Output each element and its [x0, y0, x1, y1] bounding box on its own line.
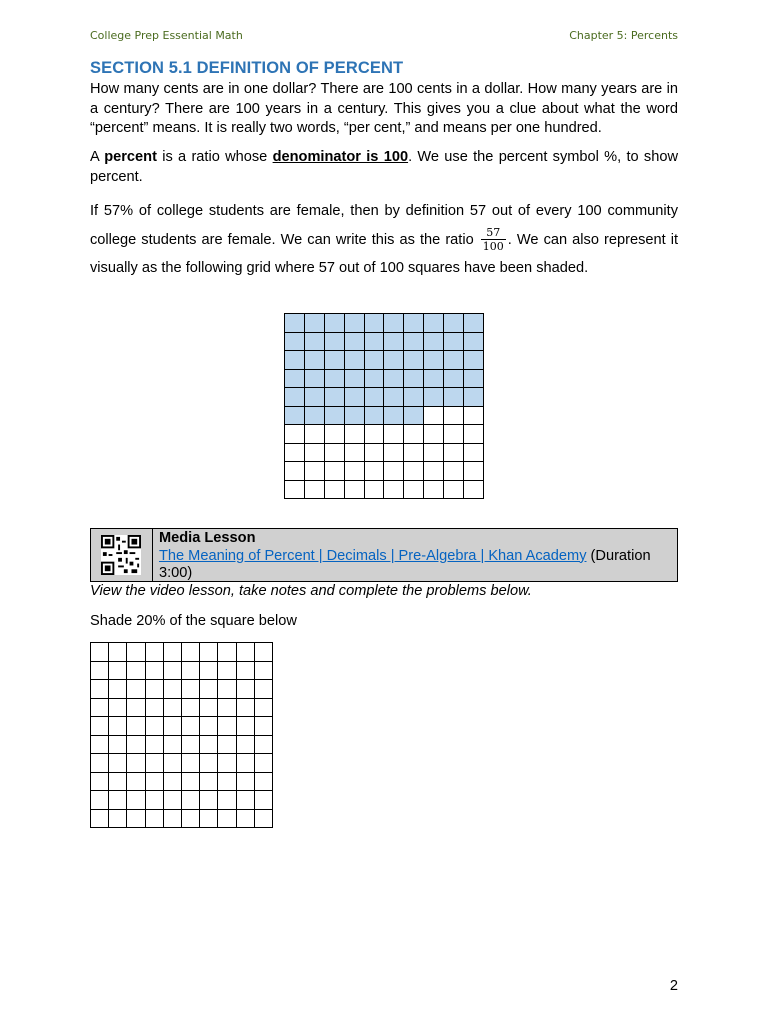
grid-cell — [464, 407, 484, 426]
grid-cell — [305, 444, 325, 463]
answer-grid-cell[interactable] — [164, 717, 182, 736]
answer-grid-cell[interactable] — [91, 791, 109, 810]
answer-grid-cell[interactable] — [218, 662, 236, 681]
grid-cell-shaded — [404, 314, 424, 333]
grid-cell-shaded — [444, 370, 464, 389]
definition-paragraph: A percent is a ratio whose denominator is 100. We use the percent symbol %, to show percent. — [90, 149, 678, 185]
grid-cell-shaded — [404, 407, 424, 426]
grid-cell-shaded — [345, 314, 365, 333]
answer-grid-cell[interactable] — [164, 736, 182, 755]
answer-grid-cell[interactable] — [109, 699, 127, 718]
answer-grid-cell[interactable] — [164, 680, 182, 699]
grid-cell-shaded — [305, 370, 325, 389]
grid-cell-shaded — [305, 333, 325, 352]
grid-cell-shaded — [404, 388, 424, 407]
grid-cell-shaded — [325, 388, 345, 407]
answer-grid-cell[interactable] — [255, 754, 273, 773]
grid-cell-shaded — [345, 370, 365, 389]
answer-grid-cell[interactable] — [200, 680, 218, 699]
grid-cell — [424, 481, 444, 500]
answer-grid-cell[interactable] — [182, 699, 200, 718]
answer-grid-cell[interactable] — [146, 643, 164, 662]
grid-cell-shaded — [285, 407, 305, 426]
grid-cell-shaded — [365, 388, 385, 407]
instructions-text: View the video lesson, take notes and complete the problems below. — [90, 583, 532, 599]
video-duration: (Duration 3:00) — [158, 547, 651, 581]
fraction-denominator: 100 — [482, 240, 504, 254]
answer-grid-cell[interactable] — [164, 810, 182, 829]
problem-prompt: Shade 20% of the square below — [90, 613, 297, 629]
answer-grid-cell[interactable] — [164, 699, 182, 718]
percent-term: percent — [104, 149, 157, 165]
denominator-emphasis: denominator is 100 — [272, 149, 409, 165]
answer-grid-cell[interactable] — [127, 810, 145, 829]
grid-cell — [365, 425, 385, 444]
grid-cell-shaded — [424, 333, 444, 352]
grid-cell — [444, 481, 464, 500]
grid-cell-shaded — [464, 388, 484, 407]
answer-grid-cell[interactable] — [91, 662, 109, 681]
answer-grid-cell[interactable] — [218, 810, 236, 829]
page-number: 2 — [669, 978, 678, 994]
answer-grid-cell[interactable] — [91, 680, 109, 699]
grid-cell — [404, 481, 424, 500]
grid-cell-shaded — [464, 351, 484, 370]
answer-grid-cell[interactable] — [91, 717, 109, 736]
answer-grid-cell[interactable] — [237, 662, 255, 681]
grid-cell — [464, 481, 484, 500]
grid-cell — [285, 462, 305, 481]
answer-grid-cell[interactable] — [237, 791, 255, 810]
grid-cell — [424, 407, 444, 426]
grid-cell-shaded — [464, 333, 484, 352]
grid-cell — [365, 462, 385, 481]
grid-cell — [365, 444, 385, 463]
grid-cell-shaded — [345, 388, 365, 407]
grid-cell — [464, 425, 484, 444]
grid-cell-shaded — [365, 314, 385, 333]
answer-grid-cell[interactable] — [146, 736, 164, 755]
answer-grid-cell[interactable] — [91, 773, 109, 792]
answer-grid-cell[interactable] — [237, 717, 255, 736]
answer-grid-cell[interactable] — [146, 810, 164, 829]
grid-cell — [424, 425, 444, 444]
answer-grid-cell[interactable] — [200, 736, 218, 755]
answer-grid-cell[interactable] — [109, 680, 127, 699]
answer-grid-cell[interactable] — [109, 717, 127, 736]
grid-cell-shaded — [384, 388, 404, 407]
grid-cell-shaded — [424, 370, 444, 389]
answer-grid-cell[interactable] — [91, 754, 109, 773]
answer-grid-cell[interactable] — [218, 736, 236, 755]
answer-grid-cell[interactable] — [255, 736, 273, 755]
answer-grid-cell[interactable] — [182, 717, 200, 736]
grid-cell — [325, 481, 345, 500]
grid-cell-shaded — [285, 370, 305, 389]
grid-cell-shaded — [464, 370, 484, 389]
grid-cell-shaded — [285, 314, 305, 333]
answer-grid-cell[interactable] — [127, 773, 145, 792]
grid-cell-shaded — [444, 314, 464, 333]
answer-grid-cell[interactable] — [127, 736, 145, 755]
grid-cell — [305, 425, 325, 444]
qr-code-icon — [101, 535, 141, 575]
grid-cell-shaded — [404, 333, 424, 352]
answer-grid-cell[interactable] — [255, 680, 273, 699]
answer-grid-cell[interactable] — [182, 791, 200, 810]
grid-cell — [285, 481, 305, 500]
fraction-numerator: 57 — [481, 226, 506, 240]
grid-cell-shaded — [325, 351, 345, 370]
answer-grid-cell[interactable] — [146, 773, 164, 792]
media-lesson-title: Media Lesson — [158, 530, 256, 546]
grid-cell-shaded — [365, 333, 385, 352]
grid-cell — [325, 462, 345, 481]
grid-cell-shaded — [365, 351, 385, 370]
answer-grid-cell[interactable] — [146, 699, 164, 718]
grid-cell-shaded — [325, 370, 345, 389]
answer-grid-cell[interactable] — [91, 736, 109, 755]
ratio-fraction — [481, 226, 506, 253]
answer-grid-cell[interactable] — [182, 773, 200, 792]
running-header-right: Chapter 5: Percents — [569, 29, 678, 42]
answer-grid-cell[interactable] — [182, 680, 200, 699]
answer-grid-cell[interactable] — [146, 717, 164, 736]
answer-grid-cell[interactable] — [237, 810, 255, 829]
grid-cell — [464, 462, 484, 481]
grid-cell-shaded — [404, 370, 424, 389]
grid-cell — [325, 444, 345, 463]
running-header-left: College Prep Essential Math — [90, 29, 243, 42]
answer-grid-cell[interactable] — [218, 773, 236, 792]
answer-grid-cell[interactable] — [182, 643, 200, 662]
grid-cell — [345, 425, 365, 444]
grid-cell — [444, 425, 464, 444]
answer-grid-cell[interactable] — [200, 662, 218, 681]
answer-grid-cell[interactable] — [200, 643, 218, 662]
grid-cell — [444, 444, 464, 463]
grid-cell — [384, 481, 404, 500]
answer-grid-cell[interactable] — [109, 643, 127, 662]
answer-grid-cell[interactable] — [237, 754, 255, 773]
answer-grid-cell[interactable] — [218, 754, 236, 773]
answer-percent-grid — [90, 642, 273, 828]
answer-grid-cell[interactable] — [218, 643, 236, 662]
grid-cell — [345, 462, 365, 481]
grid-cell-shaded — [305, 388, 325, 407]
answer-grid-cell[interactable] — [127, 717, 145, 736]
answer-grid-cell[interactable] — [109, 736, 127, 755]
grid-cell — [404, 462, 424, 481]
example-paragraph: If 57% of college students are female, then by definition 57 out of every 100 community college students are female. We can write this as the ratio $\frac{57}{100}$ . We can also represent it visually as the following grid where 57 out of 100 squares have been shaded. — [90, 203, 679, 276]
grid-cell-shaded — [285, 388, 305, 407]
grid-cell-shaded — [384, 407, 404, 426]
answer-grid-cell[interactable] — [182, 754, 200, 773]
answer-grid-cell[interactable] — [127, 791, 145, 810]
answer-grid-cell[interactable] — [91, 699, 109, 718]
grid-cell-shaded — [345, 333, 365, 352]
answer-grid-cell[interactable] — [91, 643, 109, 662]
answer-grid-cell[interactable] — [127, 754, 145, 773]
answer-grid-cell[interactable] — [200, 699, 218, 718]
answer-grid-cell[interactable] — [255, 810, 273, 829]
grid-cell — [384, 462, 404, 481]
grid-cell-shaded — [444, 333, 464, 352]
grid-cell-shaded — [285, 351, 305, 370]
answer-grid-cell[interactable] — [109, 810, 127, 829]
grid-cell — [285, 425, 305, 444]
grid-cell-shaded — [365, 370, 385, 389]
grid-cell — [404, 425, 424, 444]
answer-grid-cell[interactable] — [218, 680, 236, 699]
answer-grid-cell[interactable] — [200, 810, 218, 829]
answer-grid-cell[interactable] — [182, 810, 200, 829]
grid-cell — [424, 462, 444, 481]
grid-cell — [325, 425, 345, 444]
grid-cell — [424, 444, 444, 463]
section-title: SECTION 5.1 DEFINITION OF PERCENT — [90, 59, 404, 77]
grid-cell-shaded — [424, 314, 444, 333]
grid-cell-shaded — [325, 407, 345, 426]
grid-cell-shaded — [464, 314, 484, 333]
answer-grid-cell[interactable] — [200, 773, 218, 792]
qr-code-cell — [91, 529, 153, 581]
grid-cell — [285, 444, 305, 463]
grid-cell-shaded — [345, 407, 365, 426]
grid-cell — [444, 462, 464, 481]
answer-grid-cell[interactable] — [237, 773, 255, 792]
answer-grid-cell[interactable] — [218, 717, 236, 736]
answer-grid-cell[interactable] — [237, 736, 255, 755]
answer-grid-cell[interactable] — [146, 791, 164, 810]
answer-grid-cell[interactable] — [237, 699, 255, 718]
grid-cell — [305, 481, 325, 500]
media-lesson-box — [90, 528, 678, 582]
answer-grid-cell[interactable] — [164, 662, 182, 681]
grid-cell — [404, 444, 424, 463]
answer-grid-cell[interactable] — [146, 662, 164, 681]
grid-cell-shaded — [305, 351, 325, 370]
answer-grid-cell[interactable] — [200, 754, 218, 773]
grid-cell-shaded — [384, 314, 404, 333]
grid-cell — [365, 481, 385, 500]
answer-grid-cell[interactable] — [164, 773, 182, 792]
example-percent-grid — [284, 313, 484, 499]
answer-grid-cell[interactable] — [255, 643, 273, 662]
grid-cell-shaded — [285, 333, 305, 352]
answer-grid-cell[interactable] — [127, 699, 145, 718]
answer-grid-cell[interactable] — [255, 791, 273, 810]
answer-grid-cell[interactable] — [164, 754, 182, 773]
intro-paragraph: How many cents are in one dollar? There are 100 cents in a dollar. How many years are in a century? There are 100 years in a century. This gives you a clue about what the word “percent” means. It is really two words, “per cent,” and means per one hundred. — [90, 81, 678, 136]
grid-cell-shaded — [305, 314, 325, 333]
grid-cell — [345, 444, 365, 463]
answer-grid-cell[interactable] — [109, 754, 127, 773]
answer-grid-cell[interactable] — [109, 773, 127, 792]
answer-grid-cell[interactable] — [237, 643, 255, 662]
grid-cell — [384, 425, 404, 444]
grid-cell-shaded — [325, 333, 345, 352]
grid-cell — [305, 462, 325, 481]
answer-grid-cell[interactable] — [164, 643, 182, 662]
media-lesson-text — [153, 529, 677, 581]
answer-grid-cell[interactable] — [255, 699, 273, 718]
grid-cell-shaded — [325, 314, 345, 333]
grid-cell-shaded — [384, 333, 404, 352]
grid-cell-shaded — [365, 407, 385, 426]
grid-cell — [464, 444, 484, 463]
answer-grid-cell[interactable] — [218, 699, 236, 718]
grid-cell-shaded — [424, 388, 444, 407]
grid-cell-shaded — [404, 351, 424, 370]
answer-grid-cell[interactable] — [218, 791, 236, 810]
grid-cell-shaded — [384, 370, 404, 389]
answer-grid-cell[interactable] — [146, 680, 164, 699]
answer-grid-cell[interactable] — [255, 773, 273, 792]
answer-grid-cell[interactable] — [91, 810, 109, 829]
grid-cell — [384, 444, 404, 463]
answer-grid-cell[interactable] — [127, 662, 145, 681]
answer-grid-cell[interactable] — [146, 754, 164, 773]
grid-cell-shaded — [444, 388, 464, 407]
answer-grid-cell[interactable] — [109, 791, 127, 810]
answer-grid-cell[interactable] — [164, 791, 182, 810]
answer-grid-cell[interactable] — [237, 680, 255, 699]
answer-grid-cell[interactable] — [109, 662, 127, 681]
video-lesson-link[interactable]: The Meaning of Percent | Decimals | Pre-Algebra | Khan Academy — [158, 547, 587, 564]
answer-grid-cell[interactable] — [127, 680, 145, 699]
answer-grid-cell[interactable] — [200, 717, 218, 736]
answer-grid-cell[interactable] — [182, 736, 200, 755]
answer-grid-cell[interactable] — [255, 662, 273, 681]
answer-grid-cell[interactable] — [182, 662, 200, 681]
grid-cell-shaded — [345, 351, 365, 370]
answer-grid-cell[interactable] — [127, 643, 145, 662]
grid-cell — [345, 481, 365, 500]
answer-grid-cell[interactable] — [255, 717, 273, 736]
grid-cell-shaded — [424, 351, 444, 370]
grid-cell — [444, 407, 464, 426]
grid-cell-shaded — [384, 351, 404, 370]
answer-grid-cell[interactable] — [200, 791, 218, 810]
grid-cell-shaded — [305, 407, 325, 426]
grid-cell-shaded — [444, 351, 464, 370]
